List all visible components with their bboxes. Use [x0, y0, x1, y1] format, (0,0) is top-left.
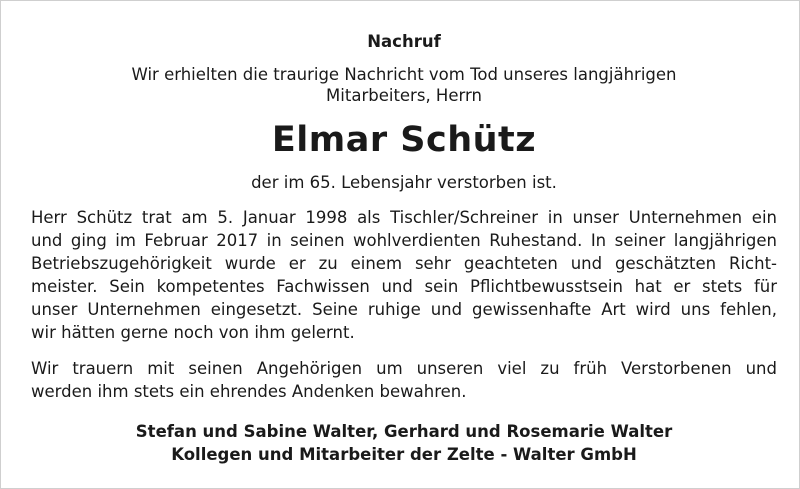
signature-line: Stefan und Sabine Walter, Gerhard und Rosemarie Walter: [135, 422, 673, 441]
age-line: der im 65. Lebensjahr verstorben ist.: [251, 173, 557, 192]
body-line: Betriebszugehörigkeit wurde er zu einem sehr geachteten und geschätzten Richt-: [31, 254, 777, 273]
body-line: und ging im Februar 2017 in seinen wohlverdienten Ruhestand. In seiner langjährigen: [31, 231, 777, 250]
body-line: wir hätten gerne noch von ihm gelernt.: [31, 323, 355, 342]
body-line: meister. Sein kompetentes Fachwissen und sein Pflichtbewusstsein hat er stets für: [31, 277, 777, 296]
body-line: Herr Schütz trat am 5. Januar 1998 als Tischler/Schreiner in unser Unternehmen ein: [31, 208, 777, 227]
deceased-name: Elmar Schütz: [271, 120, 537, 160]
notice-heading: Nachruf: [367, 32, 441, 51]
intro-line: Wir erhielten die traurige Nachricht vom Tod unseres langjährigen: [131, 65, 677, 84]
body-line: unser Unternehmen eingesetzt. Seine ruhige und gewissenhafte Art wird uns fehlen,: [31, 300, 777, 319]
mourning-line: werden ihm stets ein ehrendes Andenken bewahren.: [31, 382, 467, 401]
mourning-line: Wir trauern mit seinen Angehörigen um unseren viel zu früh Verstorbenen und: [31, 359, 777, 378]
signature-line: Kollegen und Mitarbeiter der Zelte - Walter GmbH: [171, 445, 637, 464]
intro-line: Mitarbeiters, Herrn: [326, 86, 482, 105]
